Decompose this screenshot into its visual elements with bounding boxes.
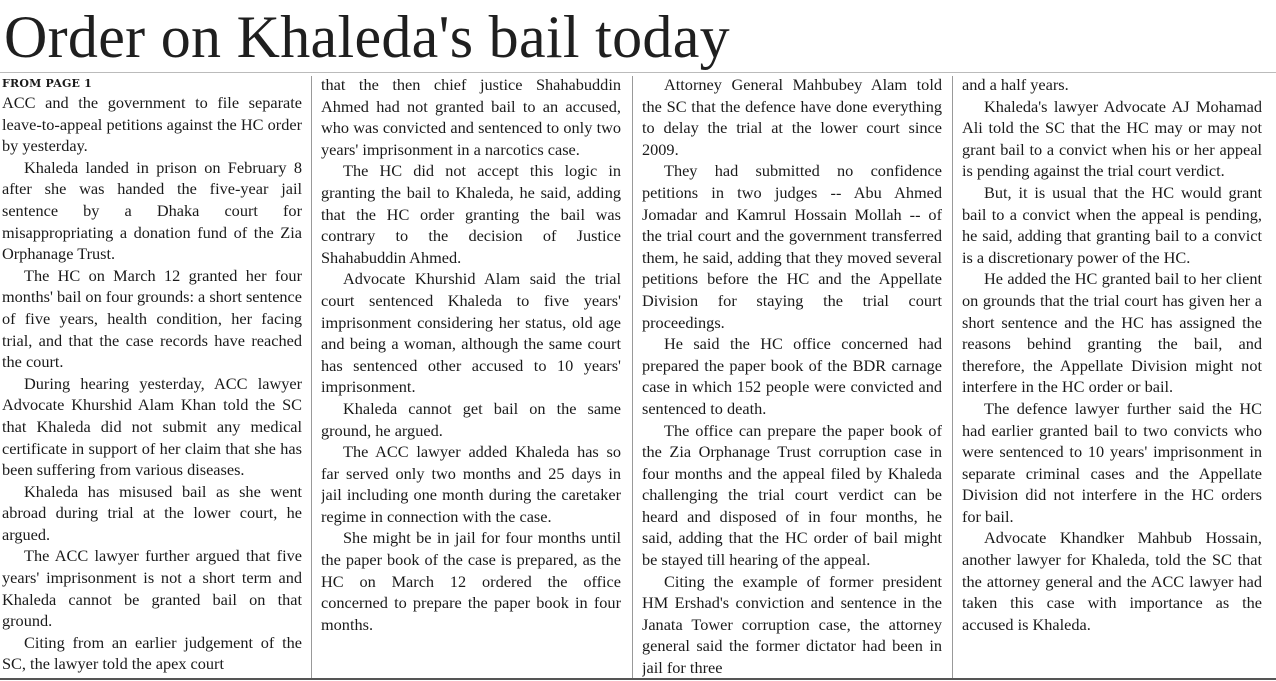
paragraph: The ACC lawyer further argued that five years' imprisonment is not a short term and Khaleda cannot be granted bail on that ground. <box>2 546 302 631</box>
headline: Order on Khaleda's bail today <box>4 4 730 70</box>
paragraph: and a half years. <box>962 75 1069 94</box>
paragraph: that the then chief justice Shahabuddin Ahmed had not granted bail to an accused, who was convicted and sentenced to only two years' imprisonment in a narcotics case. <box>321 75 621 159</box>
paragraph: She might be in jail for four months until the paper book of the case is prepared, as the HC on March 12 ordered the office concerned to prepare the paper book in four months. <box>321 528 621 634</box>
paragraph: The HC on March 12 granted her four months' bail on four grounds: a short sentence of five years, health condition, her facing trial, and that the case records have reached the court. <box>2 265 302 372</box>
paragraph: They had submitted no confidence petitions in two judges -- Abu Ahmed Jomadar and Kamrul Hossain Mollah -- of the trial court and the government transferred them, he said, adding that they moved several petitions before the HC and the Appellate Division for staying the trial court proceedings. <box>642 161 942 332</box>
paragraph: Khaleda's lawyer Advocate AJ Mohamad Ali told the SC that the HC may or may not grant bail to a convict when his or her appeal is pending against the trial court verdict. <box>962 96 1262 181</box>
article-column-4 <box>962 74 1262 680</box>
article-column-3 <box>642 74 942 680</box>
bottom-rule <box>0 678 1276 680</box>
column-divider <box>632 76 633 678</box>
paragraph: He added the HC granted bail to her client on grounds that the trial court has given her a short sentence and the HC has assigned the reasons behind granting the bail, and therefore, the Appellate Division might not interfere in the HC order or bail. <box>962 269 1262 397</box>
paragraph: He said the HC office concerned had prepared the paper book of the BDR carnage case in which 152 people were convicted and sentenced to death. <box>642 334 942 418</box>
paragraph: The defence lawyer further said the HC had earlier granted bail to two convicts who were sentenced to 10 years' imprisonment in separate criminal cases and the Appellate Division did not interfere in the HC orders for bail. <box>962 398 1262 526</box>
article-column-1 <box>2 74 302 680</box>
paragraph: Advocate Khandker Mahbub Hossain, another lawyer for Khaleda, told the SC that the attorney general and the ACC lawyer had taken this case with importance as the accused is Khaleda. <box>962 528 1262 634</box>
paragraph: Advocate Khurshid Alam said the trial court sentenced Khaleda to five years' imprisonment considering her status, old age and being a woman, although the same court has sentenced other accused to 10 years' imprisonment. <box>321 269 621 397</box>
paragraph: Citing from an earlier judgement of the SC, the lawyer told the apex court <box>2 632 302 674</box>
paragraph: But, it is usual that the HC would grant bail to a convict when the appeal is pending, he said, adding that granting bail to a convict is a discretionary power of the HC. <box>962 182 1262 267</box>
paragraph: Khaleda landed in prison on February 8 after she was handed the five-year jail sentence by a Dhaka court for misappropriating a donation fund of the Zia Orphanage Trust. <box>2 157 302 264</box>
continuation-kicker: FROM PAGE 1 <box>2 77 93 90</box>
paragraph: Khaleda has misused bail as she went abroad during trial at the lower court, he argued. <box>2 481 302 544</box>
paragraph: The ACC lawyer added Khaleda has so far served only two months and 25 days in jail including one month during the caretaker regime in connection with the case. <box>321 442 621 526</box>
article-column-2 <box>321 74 621 680</box>
paragraph: The HC did not accept this logic in granting the bail to Khaleda, he said, adding that the HC order granting the bail was contrary to the decision of Justice Shahabuddin Ahmed. <box>321 161 621 267</box>
paragraph: Khaleda cannot get bail on the same ground, he argued. <box>321 398 621 440</box>
paragraph: During hearing yesterday, ACC lawyer Advocate Khurshid Alam Khan told the SC that Khaleda did not submit any medical certificate in support of her claim that she has been suffering from various diseases. <box>2 373 302 480</box>
paragraph: Citing the example of former president HM Ershad's conviction and sentence in the Janata Tower corruption case, the attorney general said the former dictator had been in jail for three <box>642 571 942 678</box>
paragraph: ACC and the government to file separate leave-to-appeal petitions against the HC order by yesterday. <box>2 93 302 156</box>
top-rule <box>0 72 1276 73</box>
paragraph: Attorney General Mahbubey Alam told the SC that the defence have done everything to delay the trial at the lower court since 2009. <box>642 75 942 159</box>
column-divider <box>952 76 953 678</box>
paragraph: The office can prepare the paper book of the Zia Orphanage Trust corruption case in four months and the appeal filed by Khaleda challenging the trial court verdict can be heard and disposed of in four months, he said, adding that the HC order of bail might be stayed till hearing of the appeal. <box>642 420 942 570</box>
column-divider <box>311 76 312 678</box>
